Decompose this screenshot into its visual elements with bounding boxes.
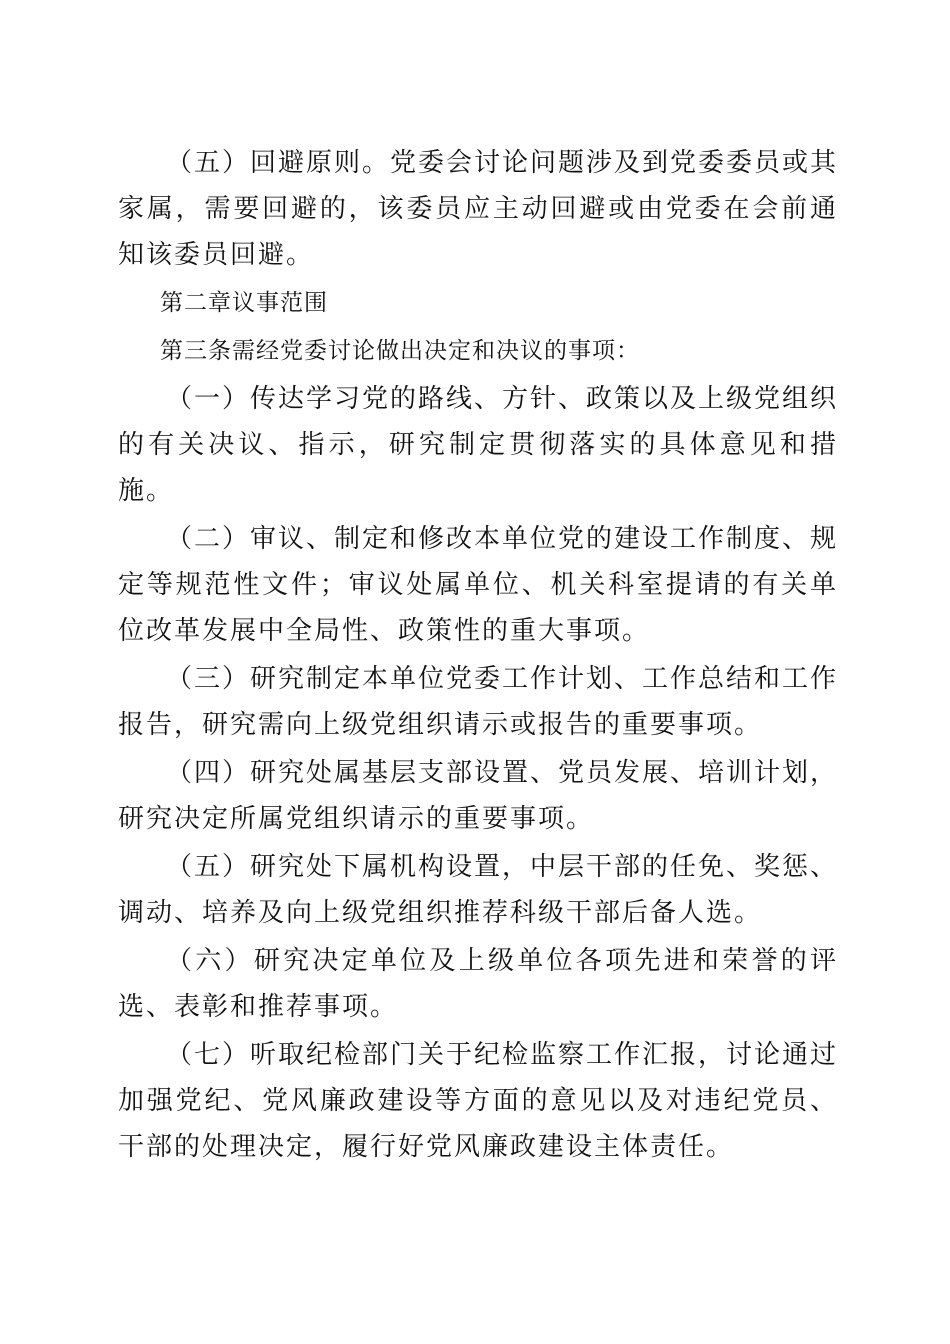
paragraph-recusal-principle: （五）回避原则。党委会讨论问题涉及到党委委员或其家属，需要回避的，该委员应主动回避或由党委在会前通知该委员回避。	[118, 148, 839, 270]
item-six: （六）研究决定单位及上级单位各项先进和荣誉的评选、表彰和推荐事项。	[118, 946, 838, 1022]
item-one: （一）传达学习党的路线、方针、政策以及上级党组织的有关决议、指示，研究制定贯彻落实的具体意见和措施。	[118, 384, 839, 506]
item-four: （四）研究处属基层支部设置、党员发展、培训计划，研究决定所属党组织请示的重要事项。	[118, 758, 839, 834]
item-seven: （七）听取纪检部门关于纪检监察工作汇报，讨论通过加强党纪、党风廉政建设等方面的意见以及对违纪党员、干部的处理决定，履行好党风廉政建设主体责任。	[118, 1040, 839, 1162]
item-five: （五）研究处下属机构设置，中层干部的任免、奖惩、调动、培养及向上级党组织推荐科级干部后备人选。	[118, 852, 839, 928]
item-three: （三）研究制定本单位党委工作计划、工作总结和工作报告，研究需向上级党组织请示或报告的重要事项。	[118, 664, 839, 740]
article-three-heading: 第三条需经党委讨论做出决定和决议的事项：	[160, 338, 640, 364]
item-two: （二）审议、制定和修改本单位党的建设工作制度、规定等规范性文件；审议处属单位、机关科室提请的有关单位改革发展中全局性、政策性的重大事项。	[118, 524, 839, 646]
document-body	[118, 140, 838, 1172]
chapter-heading: 第二章议事范围	[160, 290, 328, 316]
